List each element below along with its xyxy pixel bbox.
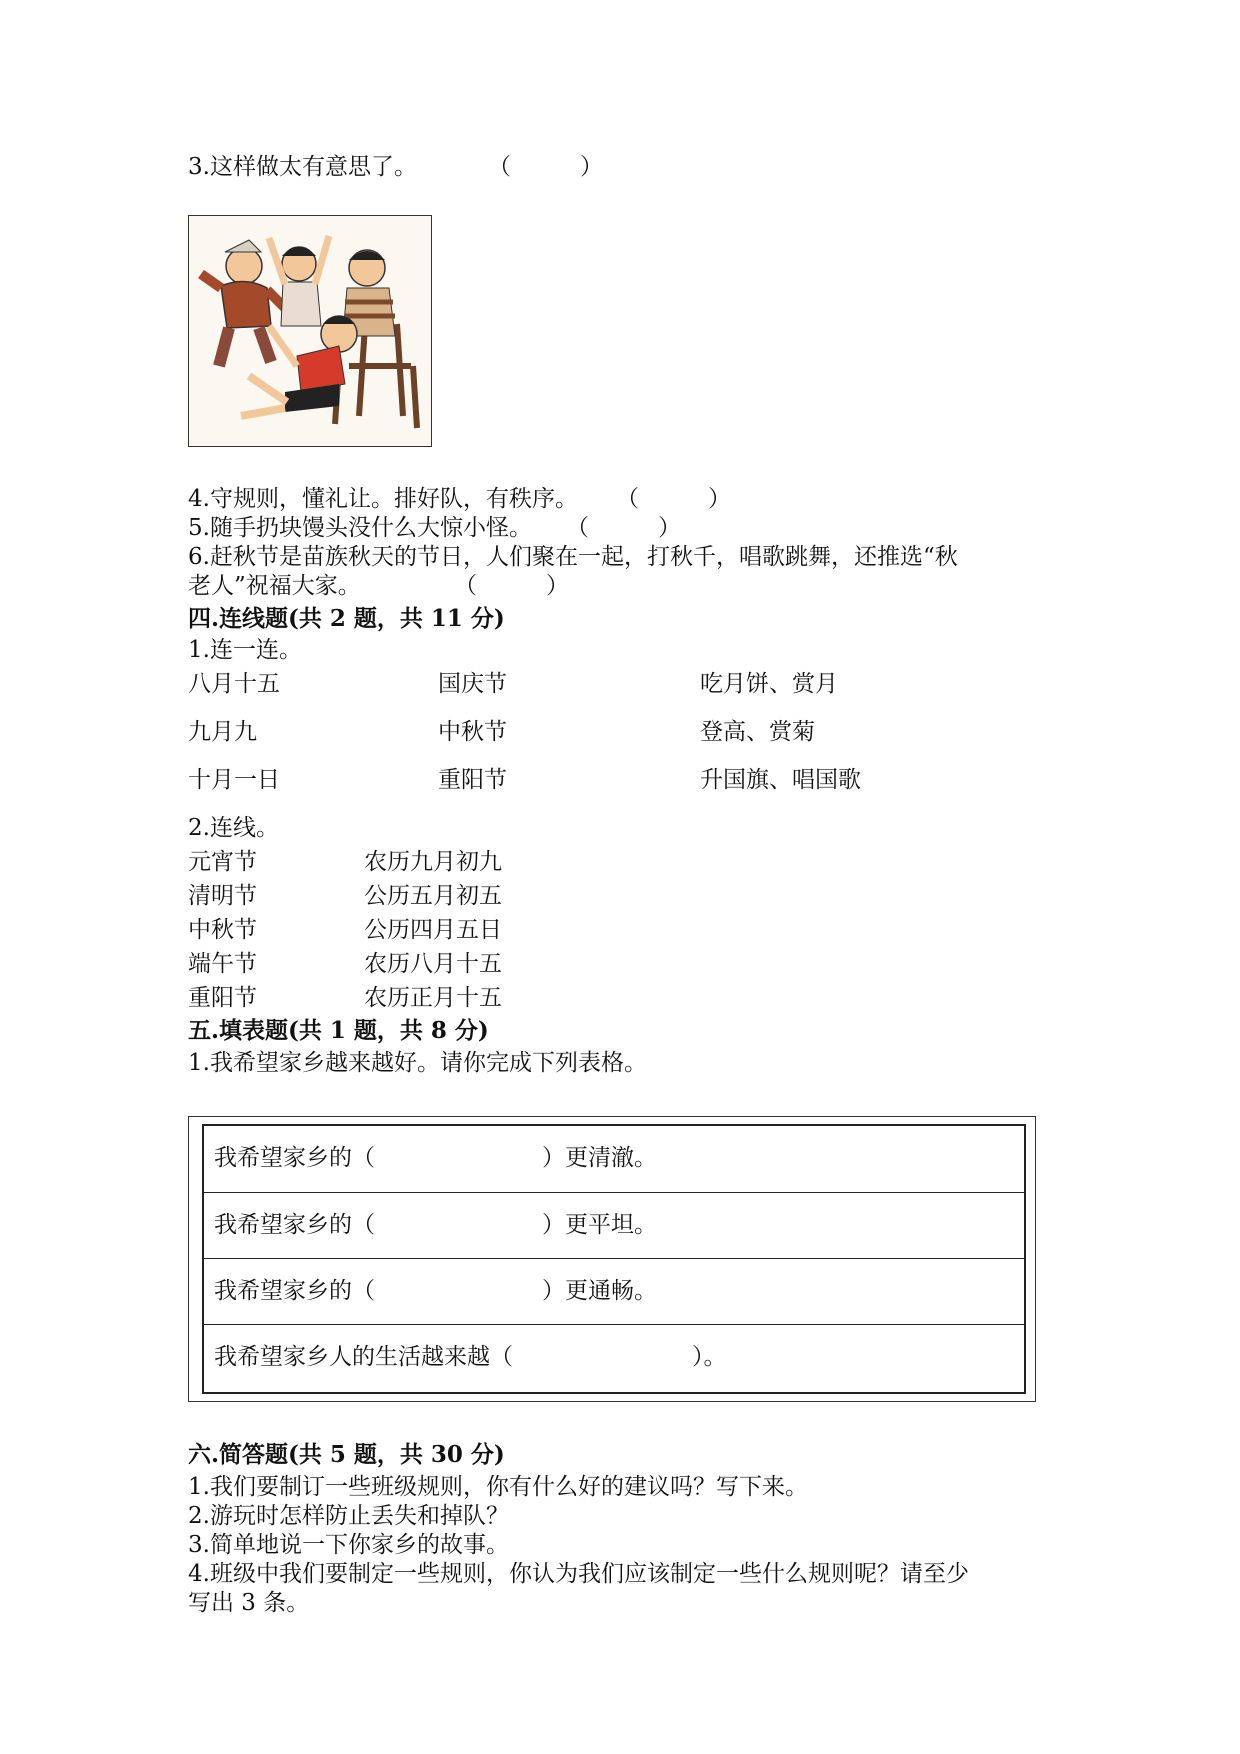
match2-right-4[interactable]: 农历八月十五: [364, 951, 502, 977]
table-row-prefix: 我希望家乡人的生活越来越（: [214, 1344, 513, 1370]
match1-mid-2[interactable]: 中秋节: [438, 719, 507, 745]
question-4-text: 4.守规则，懂礼让。排好队，有秩序。: [188, 486, 578, 512]
match1-mid-3[interactable]: 重阳节: [438, 767, 507, 793]
answer-paren-3[interactable]: （ ）: [488, 154, 603, 180]
match2-right-2[interactable]: 公历五月初五: [364, 883, 502, 909]
section4-question-2: 2.连线。: [188, 815, 279, 841]
section-4-heading: 四.连线题(共 2 题，共 11 分): [188, 605, 505, 632]
table-row-prefix: 我希望家乡的（: [214, 1278, 375, 1304]
table-row: [204, 1324, 1024, 1390]
match2-left-4[interactable]: 端午节: [188, 951, 257, 977]
section4-question-1: 1.连一连。: [188, 637, 302, 663]
answer-paren-5[interactable]: （ ）: [566, 515, 681, 541]
section-6-heading: 六.简答题(共 5 题，共 30 分): [188, 1441, 505, 1468]
table-row-suffix: ）更平坦。: [542, 1212, 657, 1238]
table-row: [204, 1258, 1024, 1324]
match1-right-2[interactable]: 登高、赏菊: [700, 719, 815, 745]
table-row-prefix: 我希望家乡的（: [214, 1145, 375, 1171]
question-6-text-line2: 老人”祝福大家。: [188, 573, 361, 599]
match2-left-2[interactable]: 清明节: [188, 883, 257, 909]
match1-right-3[interactable]: 升国旗、唱国歌: [700, 767, 861, 793]
match1-left-2[interactable]: 九月九: [188, 719, 257, 745]
section6-question-2: 2.游玩时怎样防止丢失和掉队？: [188, 1503, 509, 1529]
fill-table: [202, 1124, 1026, 1394]
question-6-text-line1: 6.赶秋节是苗族秋天的节日，人们聚在一起，打秋千，唱歌跳舞，还推选“秋: [188, 544, 958, 570]
table-row-prefix: 我希望家乡的（: [214, 1212, 375, 1238]
children-pulling-chair-illustration: [188, 215, 432, 447]
answer-paren-4[interactable]: （ ）: [616, 486, 731, 512]
answer-paren-6[interactable]: （ ）: [454, 573, 569, 599]
match2-right-3[interactable]: 公历四月五日: [364, 917, 502, 943]
section6-question-3: 3.简单地说一下你家乡的故事。: [188, 1532, 509, 1558]
section6-question-1: 1.我们要制订一些班级规则，你有什么好的建议吗？写下来。: [188, 1474, 808, 1500]
match2-right-1[interactable]: 农历九月初九: [364, 849, 502, 875]
question-3-text: 3.这样做太有意思了。: [188, 154, 417, 180]
match2-left-1[interactable]: 元宵节: [188, 849, 257, 875]
table-row: [204, 1126, 1024, 1192]
table-row-suffix: ）更通畅。: [542, 1278, 657, 1304]
match1-left-1[interactable]: 八月十五: [188, 671, 280, 697]
match1-mid-1[interactable]: 国庆节: [438, 671, 507, 697]
section6-question-4-line2: 写出 3 条。: [188, 1590, 310, 1616]
match1-left-3[interactable]: 十月一日: [188, 767, 280, 793]
table-row-suffix: ）。: [692, 1344, 727, 1370]
table-row: [204, 1192, 1024, 1258]
section5-question-1: 1.我希望家乡越来越好。请你完成下列表格。: [188, 1050, 647, 1076]
section6-question-4-line1: 4.班级中我们要制定一些规则，你认为我们应该制定一些什么规则呢？请至少: [188, 1561, 969, 1587]
match2-right-5[interactable]: 农历正月十五: [364, 985, 502, 1011]
match2-left-5[interactable]: 重阳节: [188, 985, 257, 1011]
match2-left-3[interactable]: 中秋节: [188, 917, 257, 943]
question-5-text: 5.随手扔块馒头没什么大惊小怪。: [188, 515, 532, 541]
table-row-suffix: ）更清澈。: [542, 1145, 657, 1171]
section-5-heading: 五.填表题(共 1 题，共 8 分): [188, 1017, 489, 1044]
match1-right-1[interactable]: 吃月饼、赏月: [700, 671, 838, 697]
